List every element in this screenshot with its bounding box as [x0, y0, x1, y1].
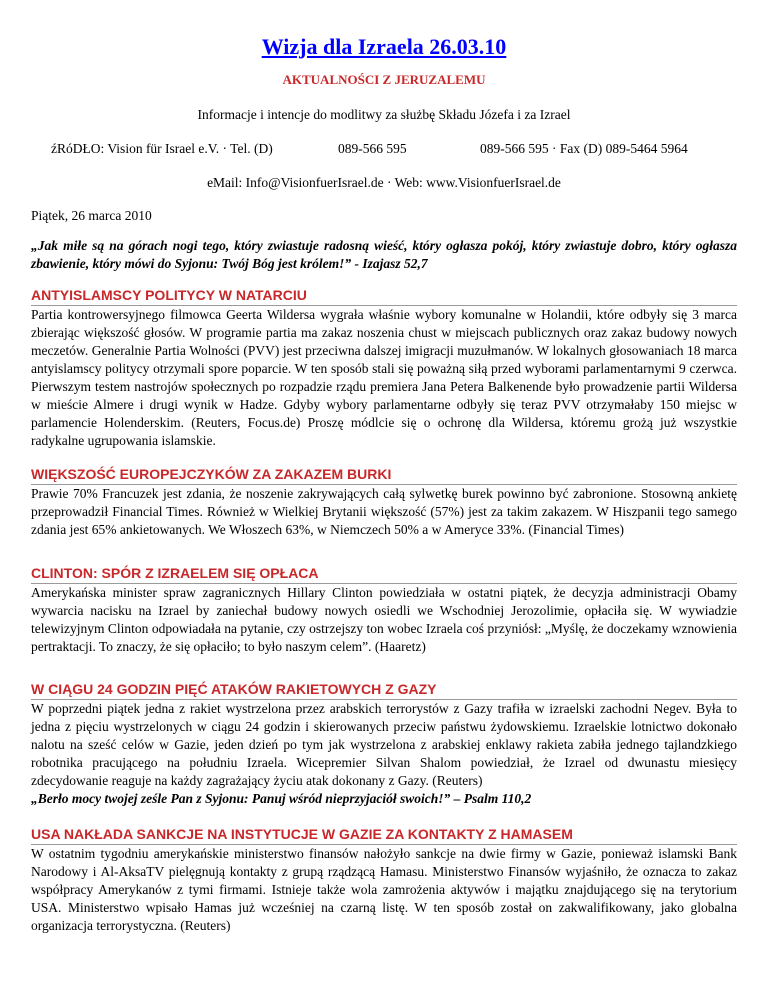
article-zakaz-burki: [31, 466, 737, 539]
article-body: Amerykańska minister spraw zagranicznych Hillary Clinton powiedziała w ostatni piątek, że decyzja administracji Obamy wywarcia nacisku na Izrael by zaniechał budowy nowych osiedli we Wschodniej Jerozolimie, opłaciła się. W wywiadzie telewizyjnym Clinton odpowiadała na pytanie, czy ostrzejszy ton wobec Izraela coś przyniósł: „Myślę, że doczekamy wznowienia pertraktacji. To znaczy, że się opłaciło; to było naszym celem”. (Haaretz): [31, 585, 737, 654]
article-heading: CLINTON: SPÓR Z IZRAELEM SIĘ OPŁACA: [31, 565, 737, 584]
document-title: Wizja dla Izraela 26.03.10: [261, 34, 507, 59]
source-fax: 089-566 595 · Fax (D) 089-5464 5964: [480, 141, 688, 156]
article-body: Partia kontrowersyjnego filmowca Geerta Wildersa wygrała właśnie wybory komunalne w Holandii, które odbyły się 3 marca zbierając większość głosów. W programie partia ma zakaz noszenia chust w miejscach publicznych oraz zakaz budowy nowych meczetów. Generalnie Partia Wolności (PVV) jest przeciwna dalszej imigracji muzułmanów. W lokalnych głosowaniach 18 marca antyislamscy politycy otrzymali spore poparcie. W ten sposób stali się poważną siłą przed wyborami parlamentarnymi 9 czerwca. Pierwszym testem nastrojów społecznych po rozpadzie rządu premiera Jana Petera Balkenende było prowadzenie partii Wildersa w mieście Almere i drugi wynik w Hadze. Gdyby wybory parlamentarne odbyły się teraz PVV otrzymałaby 150 miejsc w parlamencie Holenderskim. (Reuters, Focus.de) Proszę módlcie się o ochronę dla Wildersa, któremu grożą już wszystkie radykalne ugrupowania islamskie.: [31, 307, 737, 448]
article-ataki-rakietowe: [31, 681, 737, 808]
document-subtitle: AKTUALNOŚCI Z JERUZALEMU: [282, 72, 486, 87]
article-heading: USA NAKŁADA SANKCJE NA INSTYTUCJE W GAZIE ZA KONTAKTY Z HAMASEM: [31, 826, 737, 845]
article-antyislamscy-politycy: [31, 287, 737, 450]
contact-line: eMail: Info@VisionfuerIsrael.de · Web: www.VisionfuerIsrael.de: [207, 175, 561, 190]
article-usa-sankcje: [31, 826, 737, 935]
opening-verse: „Jak miłe są na górach nogi tego, który zwiastuje radosną wieść, który ogłasza pokój, który zwiastuje dobro, który ogłasza zbawienie, który mówi do Syjonu: Twój Bóg jest królem!” - Izajasz 52,7: [31, 238, 737, 271]
article-body: W ostatnim tygodniu amerykańskie ministerstwo finansów nałożyło sankcje na dwie firmy w Gazie, ponieważ islamski Bank Narodowy i Al-AksaTV pielęgnują kontakty z grupą rządzącą Hamasu. Ministerstwo Finansów wyjaśniło, że oznacza to zakaz współpracy Amerykanów z tymi firmami. Istnieje także wola zamrożenia aktywów i majątku znajdującego się na terytorium USA. Ministerstwo wpisało Hamas już wcześniej na czarną listę. W ten sposób został on zakwalifikowany, jako globalna organizacja terrorystyczna. (Reuters): [31, 846, 737, 933]
article-heading: ANTYISLAMSCY POLITYCY W NATARCIU: [31, 287, 737, 306]
source-label: źRóDŁO: Vision für Israel e.V. · Tel. (D): [51, 141, 273, 156]
article-body: Prawie 70% Francuzek jest zdania, że noszenie zakrywających całą sylwetkę burek powinno być zabronione. Stosowną ankietę przeprowadził Financial Times. Również w Wielkiej Brytanii większość (57%) jest za takim zakazem. W Hiszpanii tego samego zdania jest 65% ankietowanych. We Włoszech 63%, w Niemczech 50% a w Ameryce 33%. (Financial Times): [31, 486, 737, 537]
intent-line: Informacje i intencje do modlitwy za służbę Składu Józefa i za Izrael: [197, 107, 571, 122]
article-quote: „Berło mocy twojej ześle Pan z Syjonu: Panuj wśród nieprzyjaciół swoich!” – Psalm 110,2: [31, 791, 532, 806]
article-clinton-spor: [31, 565, 737, 656]
article-body: W poprzedni piątek jedna z rakiet wystrzelona przez arabskich terrorystów z Gazy trafiła w izraelski zachodni Negev. Była to jedna z pięciu wystrzelonych w ciągu 24 godzin i skierowanych przeciw państwu żydowskiemu. Izraelskie lotnictwo dokonało nalotu na sześć celów w Gazie, jeden dzień po tym jak wystrzelona z arabskiej enklawy rakieta zabiła jednego tajlandzkiego robotnika pracującego na południu Izraela. Wicepremier Silvan Shalom powiedział, że Izrael od dwunastu miesięcy zdecydowanie reaguje na każdy zagrażający życiu atak dokonany z Gazy. (Reuters): [31, 701, 737, 788]
source-phone: 089-566 595: [338, 141, 407, 156]
issue-date: Piątek, 26 marca 2010: [31, 208, 152, 223]
article-heading: WIĘKSZOŚĆ EUROPEJCZYKÓW ZA ZAKAZEM BURKI: [31, 466, 737, 485]
article-heading: W CIĄGU 24 GODZIN PIĘĆ ATAKÓW RAKIETOWYCH Z GAZY: [31, 681, 737, 700]
